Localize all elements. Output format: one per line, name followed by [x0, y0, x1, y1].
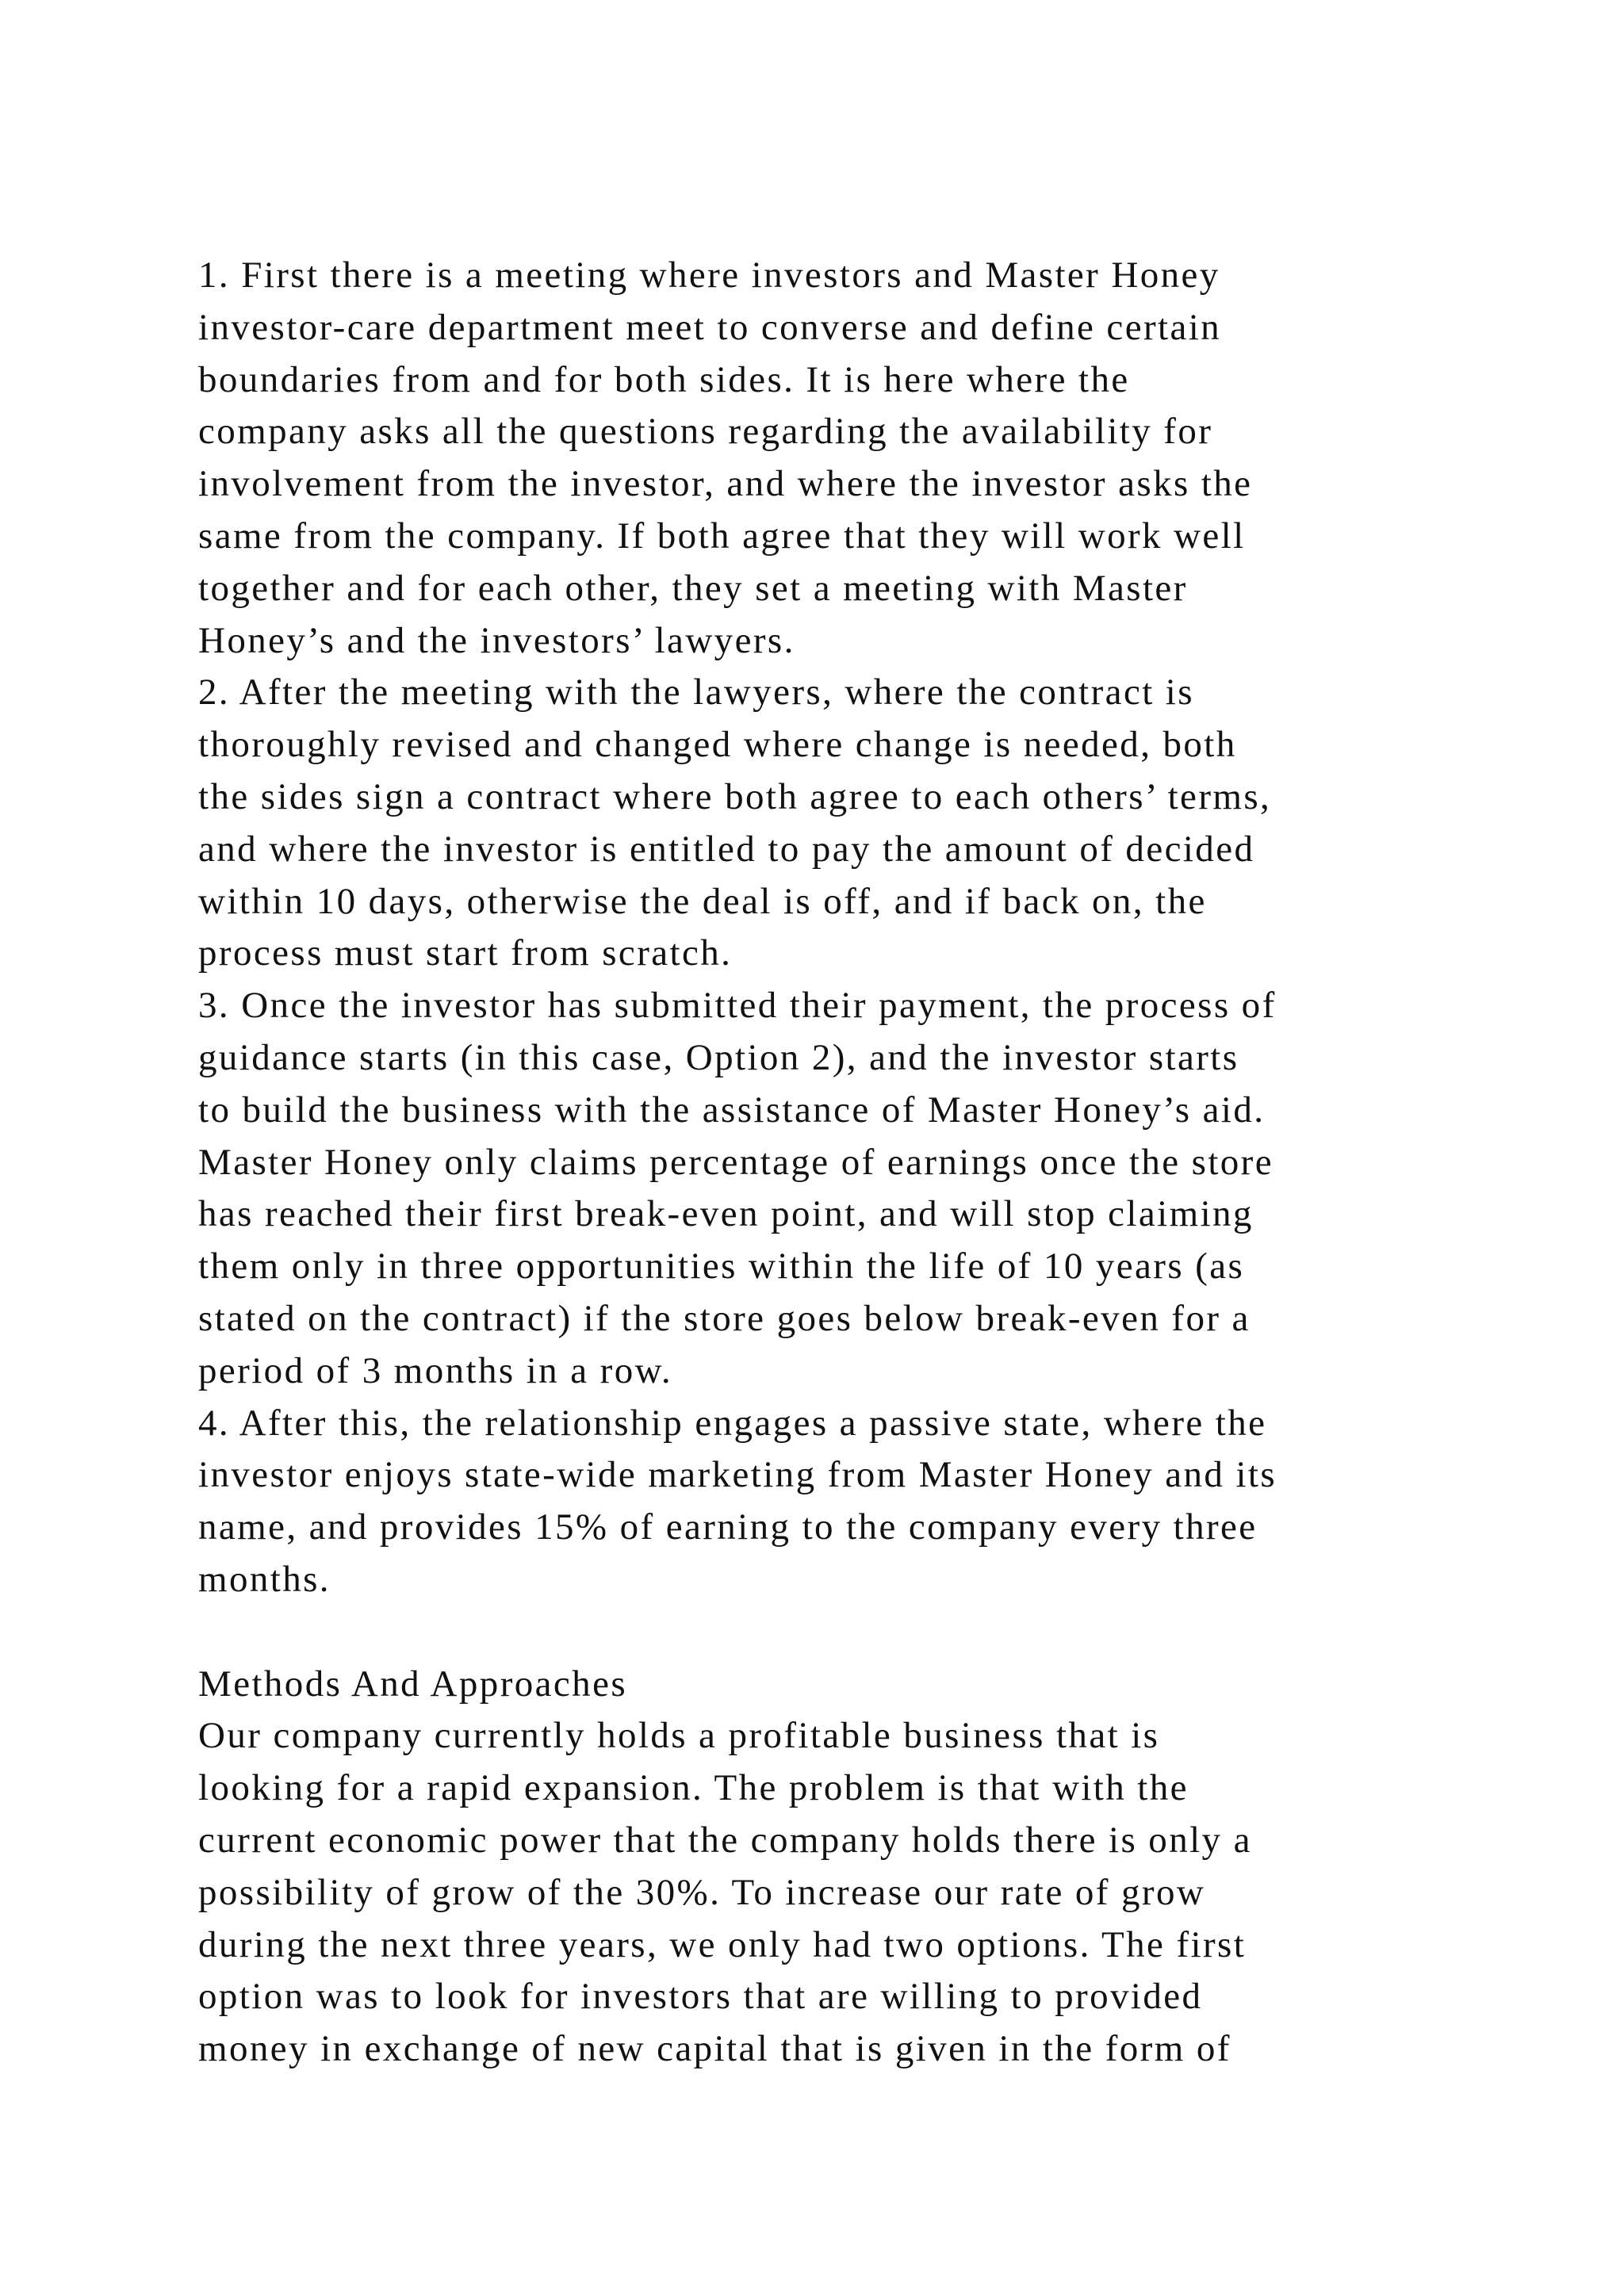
- text-line: 4. After this, the relationship engages a passive state, where the: [198, 1402, 1267, 1444]
- text-line: Master Honey only claims percentage of earnings once the store: [198, 1141, 1274, 1183]
- text-line: Honey’s and the investors’ lawyers.: [198, 619, 795, 661]
- text-line: Our company currently holds a profitable business that is: [198, 1715, 1160, 1757]
- text-line: company asks all the questions regarding the availability for: [198, 411, 1213, 453]
- list-item-4: [198, 1398, 1507, 1606]
- list-item-2: [198, 667, 1507, 980]
- text-line: thoroughly revised and changed where change is needed, both: [198, 724, 1237, 766]
- text-line: option was to look for investors that are willing to provided: [198, 1976, 1203, 2018]
- text-line: during the next three years, we only had two options. The first: [198, 1923, 1247, 1965]
- text-line: months.: [198, 1558, 331, 1600]
- section-paragraph: [198, 1710, 1507, 2076]
- text-line: within 10 days, otherwise the deal is off, and if back on, the: [198, 880, 1207, 922]
- text-line: them only in three opportunities within the life of 10 years (as: [198, 1246, 1245, 1288]
- text-line: involvement from the investor, and where the investor asks the: [198, 463, 1253, 505]
- text-line: boundaries from and for both sides. It is here where the: [198, 358, 1130, 400]
- text-line: stated on the contract) if the store goes below break-even for a: [198, 1297, 1251, 1339]
- section-heading: Methods And Approaches: [198, 1663, 628, 1705]
- text-line: to build the business with the assistance of Master Honey’s aid.: [198, 1089, 1266, 1131]
- text-line: the sides sign a contract where both agree to each others’ terms,: [198, 775, 1272, 817]
- list-item-1: [198, 250, 1507, 667]
- text-line: looking for a rapid expansion. The problem is that with the: [198, 1767, 1189, 1809]
- text-line: together and for each other, they set a meeting with Master: [198, 567, 1188, 609]
- text-line: possibility of grow of the 30%. To increase our rate of grow: [198, 1871, 1206, 1913]
- text-line: 2. After the meeting with the lawyers, where the contract is: [198, 672, 1194, 714]
- text-line: process must start from scratch.: [198, 932, 733, 974]
- text-line: investor-care department meet to converse and define certain: [198, 306, 1222, 348]
- text-line: period of 3 months in a row.: [198, 1349, 673, 1391]
- text-line: guidance starts (in this case, Option 2), and the investor starts: [198, 1036, 1239, 1078]
- text-line: current economic power that the company holds there is only a: [198, 1819, 1252, 1861]
- paragraph-spacer: [198, 1606, 1507, 1659]
- text-line: has reached their first break-even point, and will stop claiming: [198, 1193, 1254, 1235]
- text-line: and where the investor is entitled to pay the amount of decided: [198, 828, 1255, 870]
- document-body: [198, 250, 1507, 2076]
- text-line: same from the company. If both agree that they will work well: [198, 515, 1246, 557]
- list-item-3: [198, 980, 1507, 1397]
- text-line: money in exchange of new capital that is given in the form of: [198, 2028, 1231, 2070]
- text-line: 1. First there is a meeting where investors and Master Honey: [198, 254, 1220, 296]
- text-line: investor enjoys state-wide marketing from Master Honey and its: [198, 1454, 1277, 1496]
- text-line: 3. Once the investor has submitted their payment, the process of: [198, 985, 1277, 1027]
- text-line: name, and provides 15% of earning to the company every three: [198, 1506, 1258, 1548]
